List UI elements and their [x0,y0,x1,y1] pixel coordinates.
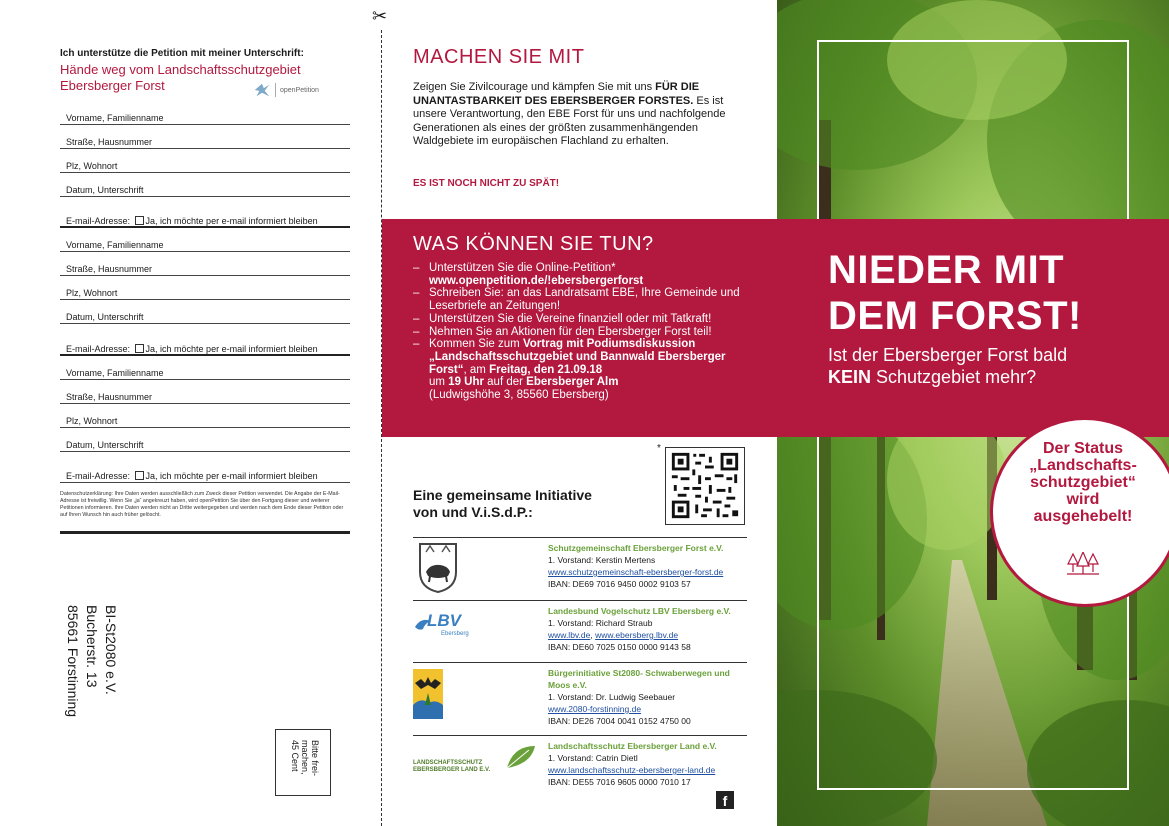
scissors-icon: ✂ [372,6,388,26]
trees-icon [1067,552,1099,576]
footnote-star: * [657,443,661,454]
org-lbv: LBV Ebersberg Landesbund Vogelschutz LBV Ebersberg e.V. 1. Vorstand: Richard Straub www.lbv.de, www.ebersberg.lbv.de IBAN: DE60 7025 0150 0000 9143 58 [413,600,747,663]
cover-subtitle: Ist der Ebersberger Forst bald KEIN Schutzgebiet mehr? [828,345,1068,387]
org-link[interactable]: www.landschaftsschutz-ebersberger-land.de [548,765,716,775]
machen-text: Zeigen Sie Zivilcourage und kämpfen Sie mit uns FÜR DIE UNANTASTBARKEIT DES EBERSBERGER FORSTES. Es ist unsere Verantwortung, den EBE Forst für uns und nachfolgende Generationen als eines der größten zusammenhängenden Waldgebiete im europäischen Flachland zu erhalten. [413,81,726,148]
status-badge: Der Status „Landschafts- schutzgebiet“ wird ausgehebelt! [990,417,1169,607]
email-checkbox[interactable] [135,344,144,353]
email-field[interactable]: E-mail-Adresse: Ja, ich möchte per e-mail informiert bleiben [60,342,350,356]
org-link[interactable]: www.2080-forstinning.de [548,704,642,714]
initiative-title: Eine gemeinsame Initiative von und V.i.S.d.P.: [413,487,592,520]
petition-title: Hände weg vom Landschaftsschutzgebiet Ebersberger Forst [60,62,301,93]
city-field[interactable]: Plz, Wohnort [60,414,350,428]
lbv-logo: LBV Ebersberg [413,611,479,641]
machen-title: MACHEN SIE MIT [413,46,585,68]
email-field[interactable]: E-mail-Adresse: Ja, ich möchte per e-mail informiert bleiben [60,214,350,228]
org-landschaftsschutz: LANDSCHAFTSSCHUTZ EBERSBERGER LAND E.V. Landschaftsschutz Ebersberger Land e.V. 1. Vorstand: Catrin Dietl www.landschaftsschutz-ebersberger-land.de IBAN: DE55 7016 9605 0000 7010 17 [413,735,747,806]
petition-form [0,0,380,826]
was-title: WAS KÖNNEN SIE TUN? [413,233,654,255]
name-field[interactable]: Vorname, Familienname [60,111,350,125]
name-field[interactable]: Vorname, Familienname [60,366,350,380]
street-field[interactable]: Straße, Hausnummer [60,390,350,404]
leaf-icon [503,744,539,770]
privacy-notice: Datenschutzerklärung: Ihre Daten werden ausschließlich zum Zweck dieser Petition verwendet. Die Angabe der E-Mail-Adresse ist freiwillig. Wenn Sie „ja“ angekreuzt haben, wird openPetition Sie über den Fortgang dieser und weiterer Petitionen informieren. Ihre Daten werden nicht an Dritte weitergegeben und werden nach dem Ende dieser Petition oder auf Ihren Wunsch hin auch früher gelöscht. [60,491,344,518]
date-signature-field[interactable]: Datum, Unterschrift [60,183,350,197]
stamp-box: Bitte frei- machen, 45 Cent [275,729,331,796]
action-list [413,262,753,402]
list-item: – Nehmen Sie an Aktionen für den Ebersberger Forst teil! [413,326,753,339]
email-field[interactable]: E-mail-Adresse: Ja, ich möchte per e-mail informiert bleiben [60,469,350,483]
facebook-icon[interactable]: f [716,791,734,809]
bat-logo-icon [413,669,443,719]
qr-code-icon[interactable] [665,447,745,525]
list-item: – Unterstützen Sie die Online-Petition* www.openpetition.de/!ebersbergerforst [413,262,753,287]
return-address: BI-St2080 e.V. Bucherstr. 13 85661 Forstinning [65,605,119,718]
org-link[interactable]: www.schutzgemeinschaft-ebersberger-forst.de [548,567,724,577]
street-field[interactable]: Straße, Hausnummer [60,135,350,149]
date-signature-field[interactable]: Datum, Unterschrift [60,310,350,324]
list-item: – Schreiben Sie: an das Landratsamt EBE, Ihre Gemeinde und Leserbriefe an Zeitungen! [413,287,753,312]
form-header: Ich unterstütze die Petition mit meiner Unterschrift: [60,48,304,59]
list-item: – Kommen Sie zum Vortrag mit Podiumsdiskussion „Landschaftsschutzgebiet und Bannwald Ebersberger Forst“, am Freitag, den 21.09.18 um 19 Uhr auf der Ebersberger Alm (Ludwigshöhe 3, 85560 Ebersberg) [413,338,753,402]
street-field[interactable]: Straße, Hausnummer [60,262,350,276]
not-late-text: ES IST NOCH NICHT ZU SPÄT! [413,178,560,189]
org-link[interactable]: www.lbv.de [548,630,591,640]
city-field[interactable]: Plz, Wohnort [60,286,350,300]
cover-title: NIEDER MIT DEM FORST! [828,248,1082,338]
org-link[interactable]: www.ebersberg.lbv.de [595,630,679,640]
landschaftsschutz-logo: LANDSCHAFTSSCHUTZ EBERSBERGER LAND E.V. [413,744,541,780]
email-checkbox[interactable] [135,471,144,480]
list-item: – Unterstützen Sie die Vereine finanziell oder mit Tatkraft! [413,313,753,326]
petition-link[interactable]: www.openpetition.de/!ebersbergerforst [429,274,644,287]
divider [60,531,350,534]
openpetition-logo: openPetition [253,80,343,100]
name-field[interactable]: Vorname, Familienname [60,238,350,252]
openpetition-icon [253,81,271,99]
boar-crest-icon [416,542,460,594]
org-buergerinitiative: Bürgerinitiative St2080- Schwaberwegen und Moos e.V. 1. Vorstand: Dr. Ludwig Seebauer www.2080-forstinning.de IBAN: DE26 7004 0041 0152 4750 00 [413,662,747,725]
date-signature-field[interactable]: Datum, Unterschrift [60,438,350,452]
org-schutzgemeinschaft: Schutzgemeinschaft Ebersberger Forst e.V. 1. Vorstand: Kerstin Mertens www.schutzgemeinschaft-ebersberger-forst.de IBAN: DE69 7016 9450 0002 9103 57 [413,537,747,600]
city-field[interactable]: Plz, Wohnort [60,159,350,173]
email-checkbox[interactable] [135,216,144,225]
